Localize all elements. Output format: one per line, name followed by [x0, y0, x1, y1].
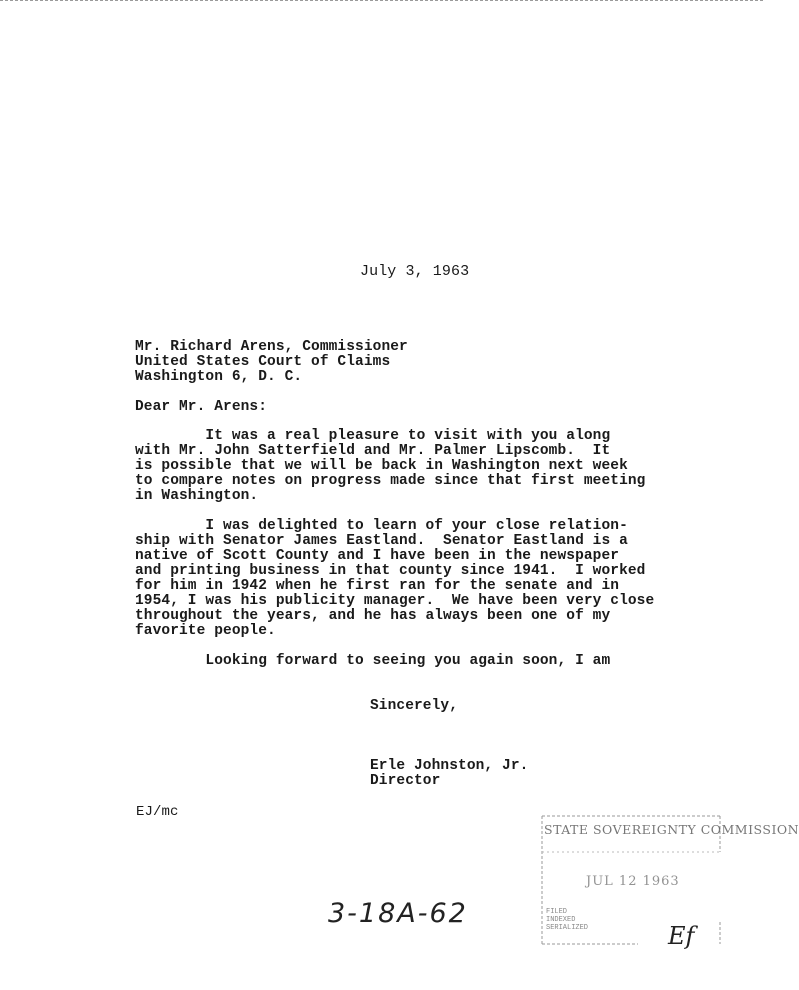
received-stamp: [538, 812, 799, 952]
paragraph-2-line: 1954, I was his publicity manager. We have been very close: [135, 593, 655, 609]
paragraph-2-line: native of Scott County and I have been in the newspaper: [135, 548, 620, 564]
handwritten-initials: Ef: [668, 922, 695, 950]
stamp-small-line: SERIALIZED: [546, 924, 589, 932]
stamp-title: STATE SOVEREIGNTY COMMISSION: [544, 822, 799, 837]
paragraph-2-line: ship with Senator James Eastland. Senator Eastland is a: [135, 533, 628, 549]
paragraph-2-line: and printing business in that county since 1941. I worked: [135, 563, 646, 579]
handwritten-file-number: 3-18A-62: [328, 898, 468, 929]
paragraph-2-line: I was delighted to learn of your close relation-: [135, 518, 628, 534]
paragraph-1-line: It was a real pleasure to visit with you along: [135, 428, 611, 444]
typist-initials: EJ/mc: [136, 804, 179, 820]
paragraph-2-line: throughout the years, and he has always been one of my: [135, 608, 611, 624]
stamp-small-line: INDEXED: [546, 916, 576, 924]
recipient-city-line: Washington 6, D. C.: [135, 369, 303, 385]
signer-title: Director: [370, 773, 441, 789]
paragraph-1-line: to compare notes on progress made since that first meeting: [135, 473, 646, 489]
recipient-name-line: Mr. Richard Arens, Commissioner: [135, 339, 408, 355]
paragraph-2-line: favorite people.: [135, 623, 276, 639]
paragraph-1-line: in Washington.: [135, 488, 259, 504]
perforated-edge: [0, 0, 763, 3]
paragraph-1-line: is possible that we will be back in Washington next week: [135, 458, 628, 474]
paragraph-3-line: Looking forward to seeing you again soon, I am: [135, 653, 611, 669]
recipient-org-line: United States Court of Claims: [135, 354, 391, 370]
paragraph-2-line: for him in 1942 when he first ran for the senate and in: [135, 578, 620, 594]
signer-name: Erle Johnston, Jr.: [370, 758, 529, 774]
paragraph-1-line: with Mr. John Satterfield and Mr. Palmer Lipscomb. It: [135, 443, 611, 459]
stamp-date: JUL 12 1963: [586, 874, 680, 889]
letter-date: July 3, 1963: [360, 263, 470, 280]
stamp-small-line: FILED: [546, 908, 568, 916]
complimentary-closing: Sincerely,: [370, 698, 459, 714]
salutation: Dear Mr. Arens:: [135, 399, 268, 415]
